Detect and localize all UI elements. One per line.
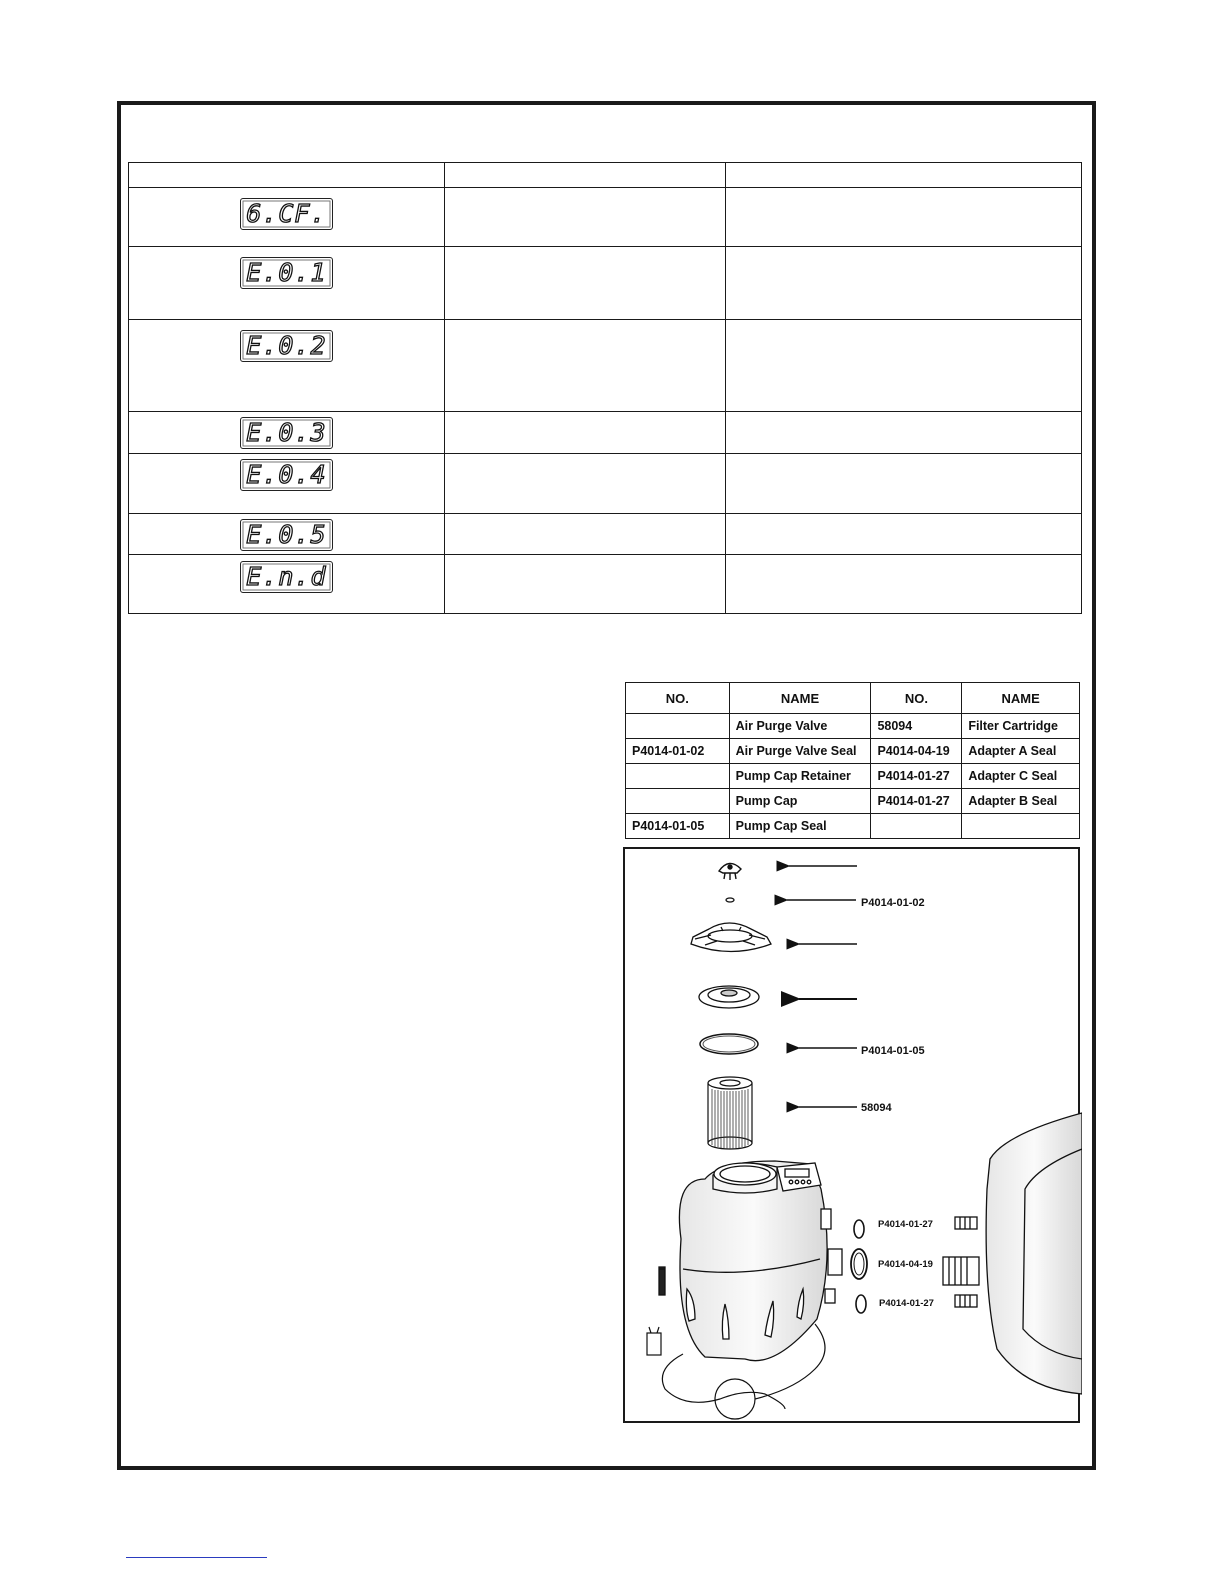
part-number [626, 714, 730, 739]
lcd-display [240, 330, 332, 362]
part-name: Adapter A Seal [962, 739, 1080, 764]
spa-tub-part [943, 1113, 1082, 1394]
part-number: P4014-01-27 [871, 789, 962, 814]
part-number: P4014-01-27 [871, 764, 962, 789]
part-number [626, 764, 730, 789]
part-number: P4014-01-02 [626, 739, 730, 764]
error-code: E.0.3 [246, 418, 327, 447]
parts-table-header [626, 683, 1080, 714]
table-row [626, 714, 1080, 739]
column-header: NO. [626, 683, 730, 714]
lcd-display [240, 459, 332, 491]
diagram-label: P4014-01-27 [879, 1298, 934, 1309]
column-header: NAME [962, 683, 1080, 714]
error-code: E.0.4 [246, 460, 327, 489]
error-table-header-row [129, 163, 1082, 188]
error-code-table [128, 162, 1082, 614]
footer-link-underline [126, 1557, 267, 1558]
diagram-label: P4014-01-05 [861, 1045, 925, 1057]
error-row [129, 320, 1082, 412]
table-row [626, 789, 1080, 814]
error-row [129, 188, 1082, 247]
table-row [626, 764, 1080, 789]
part-name: Pump Cap Retainer [729, 764, 871, 789]
part-name: Pump Cap Seal [729, 814, 871, 839]
part-name: Filter Cartridge [962, 714, 1080, 739]
part-number [626, 789, 730, 814]
lcd-display [240, 519, 332, 551]
error-code: E.0.5 [246, 520, 327, 549]
error-row [129, 247, 1082, 320]
diagram-label: P4014-04-19 [878, 1259, 933, 1270]
part-name: Adapter C Seal [962, 764, 1080, 789]
part-name: Air Purge Valve Seal [729, 739, 871, 764]
lcd-display [240, 561, 332, 593]
error-code: E.0.1 [246, 258, 327, 287]
error-code: E.n.d [246, 562, 327, 591]
table-row [626, 739, 1080, 764]
lcd-display [240, 417, 332, 449]
part-name: Air Purge Valve [729, 714, 871, 739]
diagram-label: P4014-01-27 [878, 1219, 933, 1230]
pump-cap-retainer-part [691, 923, 771, 952]
part-number [871, 814, 962, 839]
diagram-label: 58094 [861, 1102, 892, 1114]
error-row [129, 555, 1082, 614]
column-header: NO. [871, 683, 962, 714]
exploded-parts-diagram [623, 847, 1080, 1423]
adapter-c-seal-part [854, 1220, 864, 1238]
adapter-a-seal-part [851, 1249, 867, 1279]
lcd-display [240, 257, 332, 289]
part-number: P4014-01-05 [626, 814, 730, 839]
part-name [962, 814, 1080, 839]
air-purge-valve-seal-part [726, 898, 734, 902]
pump-housing-part [659, 1161, 842, 1361]
air-purge-valve-part [719, 863, 741, 880]
adapter-b-seal-part [856, 1295, 866, 1313]
error-row [129, 514, 1082, 555]
table-row [626, 814, 1080, 839]
error-code: 6.CF. [246, 199, 327, 228]
diagram-label: P4014-01-02 [861, 897, 925, 909]
part-name: Adapter B Seal [962, 789, 1080, 814]
diagram-drawing [625, 849, 1082, 1425]
part-name: Pump Cap [729, 789, 871, 814]
part-number: 58094 [871, 714, 962, 739]
error-row [129, 412, 1082, 454]
error-row [129, 454, 1082, 514]
lcd-display [240, 198, 332, 230]
part-number: P4014-04-19 [871, 739, 962, 764]
parts-table [625, 682, 1080, 839]
pump-cap-seal-part [700, 1034, 758, 1054]
error-code: E.0.2 [246, 331, 327, 360]
pump-cap-part [699, 986, 759, 1008]
column-header: NAME [729, 683, 871, 714]
